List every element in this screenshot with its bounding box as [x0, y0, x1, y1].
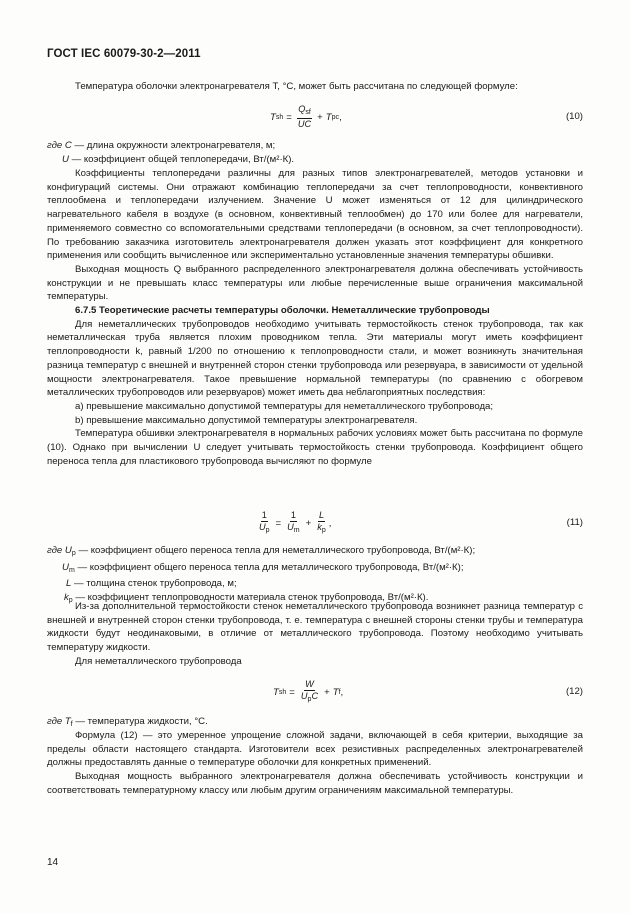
intro-paragraph: Температура оболочки электронагревателя T, °C, может быть рассчитана по следующей формуле: [75, 81, 518, 92]
intro-block [47, 80, 583, 94]
paragraph: Из-за дополнительной термостойкости стенок неметаллического трубопровода возникнет разница температур с внешней и внутренней сторон стенки трубопровода, т. е. температура с внешней стороны стенки трубы и температура жидкости будут неодинаковыми, в отличие от металлического трубопровода. Поэтому необходимо учитывать температуру жидкости. [47, 601, 583, 654]
definition-row: L — толщина стенок трубопровода, м; [66, 578, 237, 590]
paragraph: Температура обшивки электронагревателя в нормальных рабочих условиях может быть рассчитана по формуле (10). Однако при вычислении U следует учитывать термостойкость стенки трубопровода. Коэффициент общего переноса тепла для пластикового трубопровода вычисляют по формуле [47, 428, 583, 467]
formula-10-body: T sh = $\frac{Q_{sf}}{UC}$ + T pc , [270, 104, 342, 129]
page-number: 14 [47, 857, 59, 868]
paragraph: Формула (12) — это умеренное упрощение сложной задачи, включающей в себя критерии, выходящие за пределы области настоящего стандарта. Изготовители всех резистивных распределенных электронагревателей должны предоставлять данные о температуре оболочки для конкретных применений. [47, 730, 583, 769]
definitions-2 [47, 544, 583, 608]
document-header: ГОСТ IEC 60079-30-2—2011 [47, 48, 201, 60]
body-text-2 [47, 600, 583, 669]
definition-row: U — коэффициент общей теплопередачи, Вт/(м²·К). [62, 153, 295, 165]
formula-11-body: $\frac{1}{U_p}$ = $\frac{1}{U_m}$ + $\frac{L}{k_p}$ , [259, 510, 332, 534]
formula-12 [47, 678, 583, 706]
formula-11 [47, 509, 583, 537]
paragraph: Выходная мощность Q выбранного распределенного электронагревателя должна обеспечивать устойчивость конструкции и не превышать класс температуры или любые перечисленные выше ограничения максимальной температуры. [47, 263, 583, 303]
formula-10 [47, 103, 583, 131]
formula-11-number: (11) [566, 517, 583, 528]
paragraph: Выходная мощность выбранного электронагревателя должна обеспечивать устойчивость конструкции и соответствовать температурному классу или любым другим ограничениям максимальной температуры. [47, 771, 583, 796]
definition-row: где $U_p$ — коэффициент общего переноса тепла для неметаллического трубопровода, Вт/(м²·К); [47, 545, 476, 557]
definition-row: где $T_f$ — температура жидкости, °С. [47, 716, 208, 728]
paragraph: Для неметаллического трубопровода [75, 655, 242, 667]
formula-12-number: (12) [565, 686, 583, 697]
definition-row: $k_p$ — коэффициент теплопроводности материала стенок трубопровода, Вт/(м²·К). [64, 592, 429, 605]
definition-row: $U_m$ — коэффициент общего переноса тепла для металлического трубопровода, Вт/(м²·К); [62, 561, 464, 574]
formula-12-body: T sh = $\frac{W}{U_pC}$ + T f , [273, 679, 344, 703]
body-text-1 [47, 167, 583, 468]
paragraph: Для неметаллических трубопроводов необходимо учитывать термостойкость стенок трубопровода, так как неметаллическая труба является плохим проводником тепла. Эти материалы могут иметь коэффициент теплопроводности k, равный 1/200 по отношению к теплопроводности стали, и может возникнуть значительная разница температур с внешней и внутренней сторон стенки трубопровода или резервуара, в зависимости от удельной мощности электронагревателя. Такое превышение нормальной температуры (по сравнению с обогревом металлических трубопроводов или резервуаров) может иметь два неблагоприятных последствия: [47, 318, 583, 399]
body-text-3 [47, 729, 583, 798]
paragraph: Коэффициенты теплопередачи различны для разных типов электронагревателей, методов установки и конфигураций системы. Они отражают комбинацию теплопередачи за счет теплопроводности, конвективного теплообмена и теплопередачи излучением. Значение U может изменяться от 12 для цилиндрического нагревательного кабеля в воздухе (в основном, конвективный теплообмен) до 170 или более для нагреватели, применяемого совместно со вспомогательными средствами теплопередачи (в основном, за счет теплопроводности). По требованию заказчика изготовитель электронагревателя должен указать этот коэффициент для конкретного применения или сообщить вычисленное или экспериментально установленные значения температуры обшивки. [47, 168, 583, 262]
fraction: $\frac{Q_{sf}}{UC}$ [297, 104, 312, 129]
list-item: а) превышение максимально допустимой температуры для неметаллического трубопровода; [75, 400, 494, 412]
definitions-1 [47, 139, 583, 166]
list-item: b) превышение максимально допустимой температуры электронагревателя. [75, 414, 418, 426]
section-heading: 6.7.5 Теоретические расчеты температуры оболочки. Неметаллические трубопроводы [75, 305, 490, 317]
definition-row: где C — длина окружности электронагревателя, м; [47, 140, 276, 151]
formula-10-number: (10) [565, 111, 583, 122]
